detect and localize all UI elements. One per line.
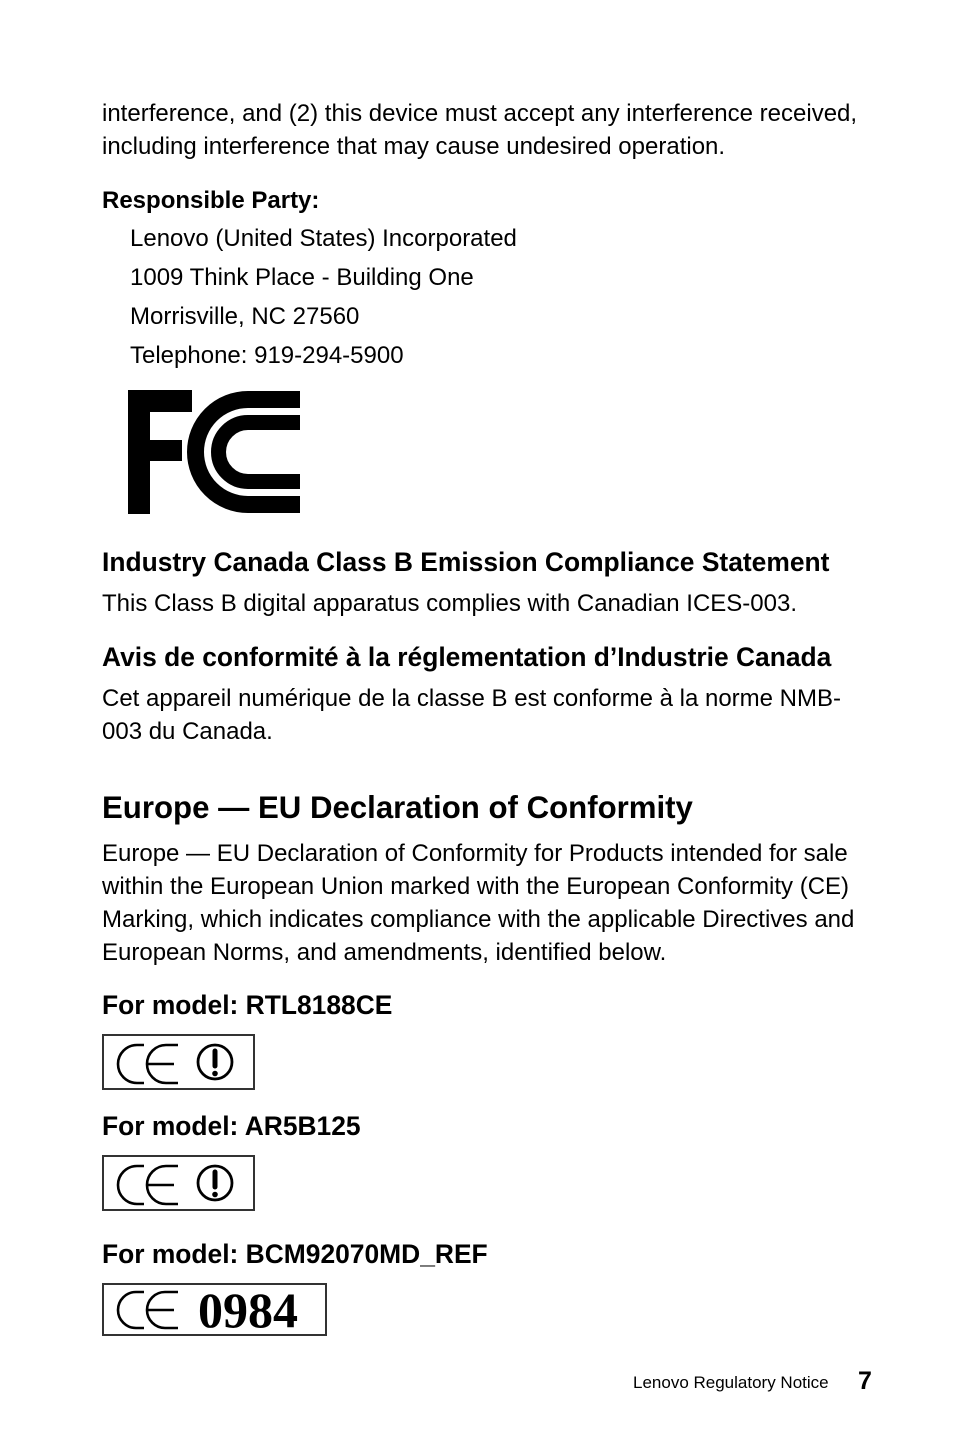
industry-canada-statement: This Class B digital apparatus complies with Canadian ICES-003. <box>102 590 798 617</box>
text-line: interference, and (2) this device must accept any interference received, <box>102 100 858 127</box>
avis-canada-paragraph <box>102 682 841 748</box>
industry-canada-heading: Industry Canada Class B Emission Compliance Statement <box>102 547 830 577</box>
notified-body-number: 0984 <box>198 1283 298 1336</box>
address-line: Lenovo (United States) Incorporated <box>130 225 517 252</box>
fcc-logo <box>128 390 300 514</box>
text-line: Marking, which indicates compliance with the applicable Directives and <box>102 906 855 933</box>
responsible-party-heading: Responsible Party: <box>102 187 320 214</box>
footer-title: Lenovo Regulatory Notice <box>633 1373 829 1392</box>
conformity-mark-box <box>102 1155 255 1211</box>
text-line: European Norms, and amendments, identified below. <box>102 939 667 966</box>
address-line: 1009 Think Place - Building One <box>130 264 474 291</box>
model-label: For model: BCM92070MD_REF <box>102 1239 488 1269</box>
text-line: Cet appareil numérique de la classe B est conforme à la norme NMB- <box>102 685 842 712</box>
conformity-mark-box <box>102 1034 255 1090</box>
address-line: Morrisville, NC 27560 <box>130 303 360 330</box>
model-label: For model: RTL8188CE <box>102 990 393 1020</box>
text-line: including interference that may cause undesired operation. <box>102 133 726 160</box>
conformity-mark-box <box>102 1283 327 1336</box>
model-label: For model: AR5B125 <box>102 1111 361 1141</box>
address-line: Telephone: 919-294-5900 <box>130 342 404 369</box>
europe-paragraph <box>102 837 854 969</box>
europe-section-title: Europe — EU Declaration of Conformity <box>102 790 693 825</box>
text-line: Europe — EU Declaration of Conformity for Products intended for sale <box>102 840 848 867</box>
intro-paragraph <box>102 97 857 163</box>
responsible-party-address <box>130 219 517 375</box>
text-line: within the European Union marked with the European Conformity (CE) <box>102 873 850 900</box>
text-line: 003 du Canada. <box>102 718 273 745</box>
page-number: 7 <box>858 1367 872 1395</box>
avis-canada-heading: Avis de conformité à la réglementation d’Industrie Canada <box>102 642 832 672</box>
